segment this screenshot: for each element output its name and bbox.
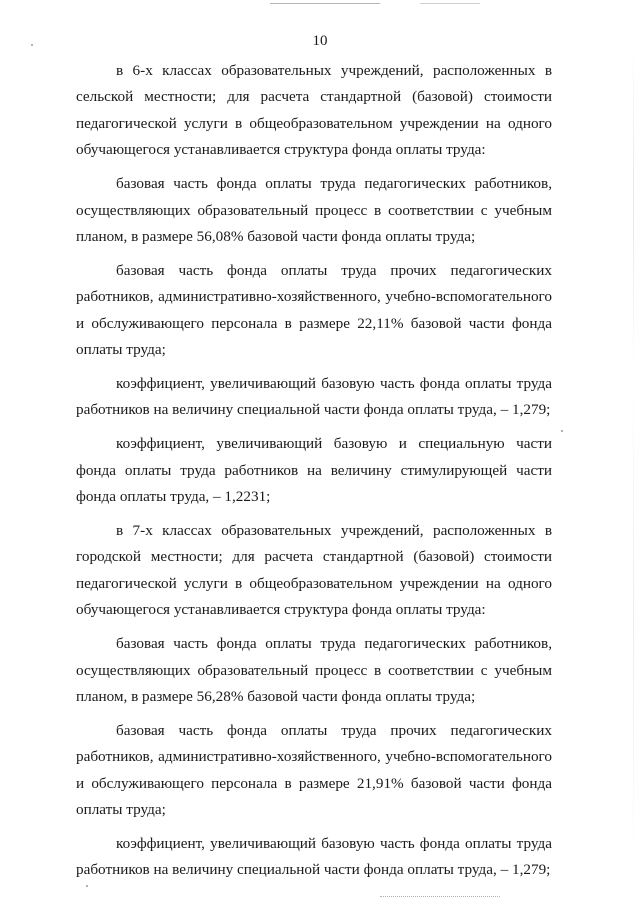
- paragraph: коэффициент, увеличивающий базовую часть фонда оплаты труда работников на величину специальной части фонда оплаты труда, – 1,279;: [76, 834, 552, 879]
- paragraph: базовая часть фонда оплаты труда педагогических работников, осуществляющих образовательный процесс в соответствии с учебным планом, в размере 56,28% базовой части фонда оплаты труда;: [76, 635, 552, 705]
- document-body: [76, 58, 552, 891]
- paragraph: базовая часть фонда оплаты труда прочих педагогических работников, административно-хозяйственного, учебно-вспомогательного и обслуживающего персонала в размере 22,11% базовой части фонда оплаты труда;: [76, 261, 552, 359]
- scan-top-rule: [270, 3, 380, 4]
- scan-right-edge: [633, 40, 634, 870]
- scan-speck: [561, 430, 563, 432]
- page-number: 10: [312, 33, 328, 49]
- paragraph: коэффициент, увеличивающий базовую часть фонда оплаты труда работников на величину специальной части фонда оплаты труда, – 1,279;: [76, 374, 552, 419]
- scan-bottom-rule: [380, 896, 500, 898]
- paragraph: в 7-х классах образовательных учреждений, расположенных в городской местности; для расчета стандартной (базовой) стоимости педагогической услуги в общеобразовательном учреждении на одного обучающегося устанавливается структура фонда оплаты труда:: [76, 522, 552, 619]
- paragraph: коэффициент, увеличивающий базовую и специальную части фонда оплаты труда работников на величину стимулирующей части фонда оплаты труда, – 1,2231;: [76, 435, 552, 506]
- paragraph: базовая часть фонда оплаты труда прочих педагогических работников, административно-хозяйственного, учебно-вспомогательного и обслуживающего персонала в размере 21,91% базовой части фонда оплаты труда;: [76, 721, 552, 819]
- paragraph: базовая часть фонда оплаты труда педагогических работников, осуществляющих образовательный процесс в соответствии с учебным планом, в размере 56,08% базовой части фонда оплаты труда;: [76, 175, 552, 245]
- scan-top-rule-secondary: [420, 3, 480, 4]
- paragraph: в 6-х классах образовательных учреждений, расположенных в сельской местности; для расчета стандартной (базовой) стоимости педагогической услуги в общеобразовательном учреждении на одного обучающегося устанавливается структура фонда оплаты труда:: [76, 62, 552, 159]
